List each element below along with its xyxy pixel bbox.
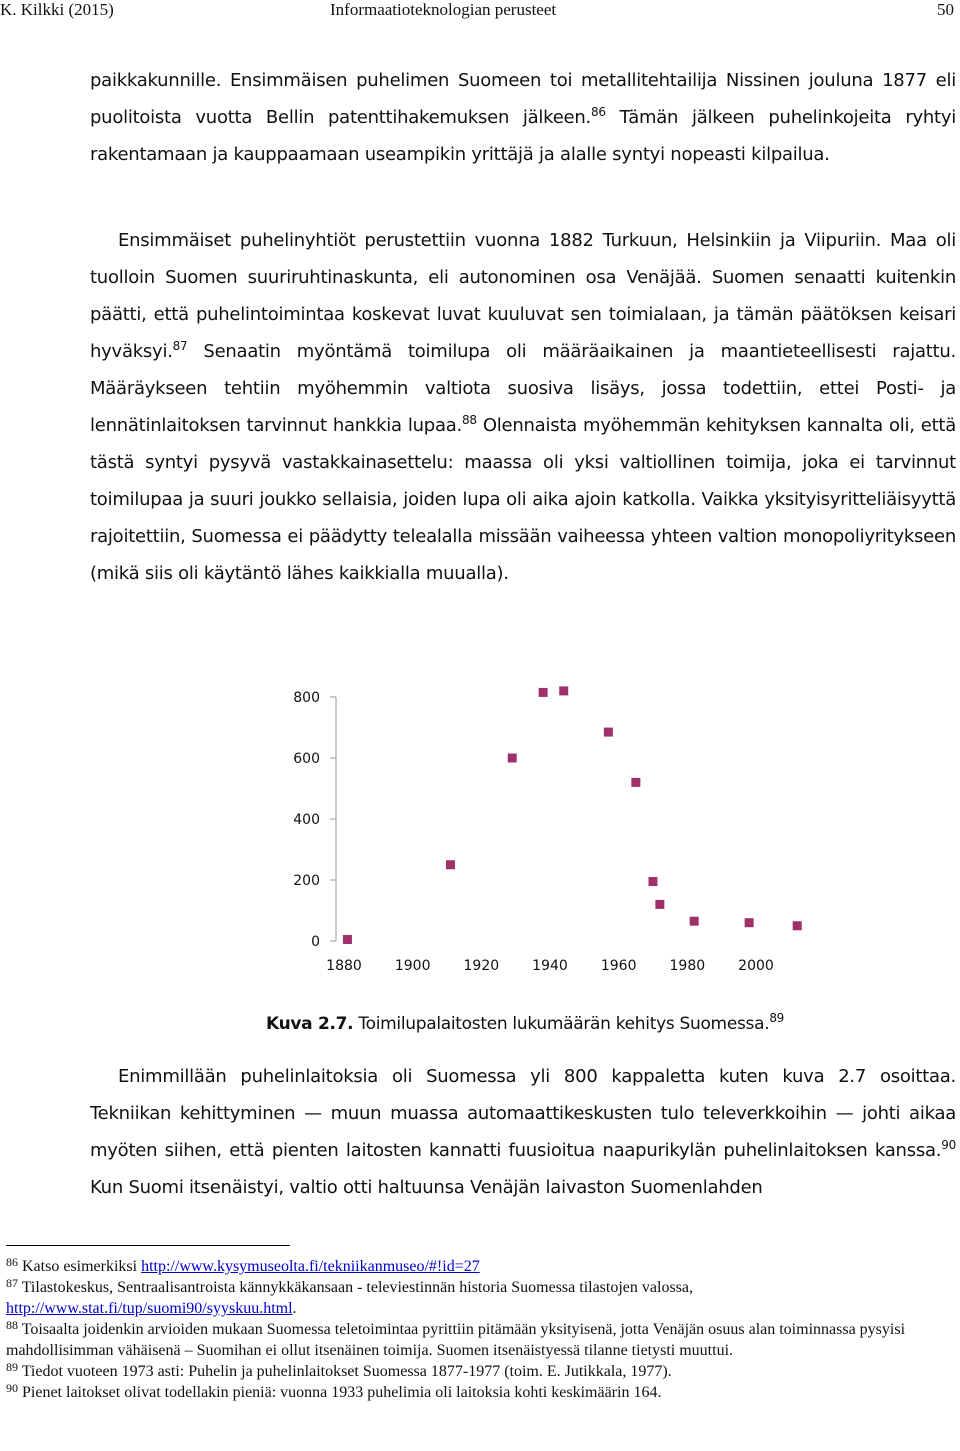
paragraph-2-text-b: Senaatin myöntämä toimilupa oli määräaikainen ja maantieteellisesti rajattu. Määräykseen tehtiin myöhemmin valtiota suosiva lisäys, jossa todettiin, ettei Posti- ja lennätinlaitoksen tarvinnut hankkia lupaa.: [90, 341, 956, 436]
footnote-ref-86[interactable]: 86: [591, 105, 606, 119]
x-tick-label: 1900: [394, 958, 431, 974]
caption-label: Kuva 2.7.: [266, 1014, 354, 1034]
scatter-chart: [293, 680, 800, 990]
footnote-number: 90: [6, 1381, 18, 1395]
x-tick-label: 1940: [532, 958, 568, 974]
data-point: [508, 754, 517, 763]
y-tick-label: 200: [293, 873, 320, 889]
paragraph-2-text-c: Olennaista myöhemmän kehityksen kannalta oli, että tästä syntyi pysyvä vastakkainasettelu: maassa oli yksi valtiollinen toimija, joka ei tarvinnut toimilupaa ja suuri joukko sellaisia, joiden lupa oli aika ajoin katkolla. Vaikka yksityisyritteliäisyyttä rajoitettiin, Suomessa ei päädytty telealalla missään vaiheessa yhteen valtion monopoliyritykseen (mikä siis oli käytäntö lähes kaikkialla muualla).: [90, 415, 956, 584]
footnote-link[interactable]: http://www.kysymuseolta.fi/tekniikanmuseo/#!id=27: [141, 1258, 480, 1275]
x-axis: [326, 958, 774, 974]
caption-text: Toimilupalaitosten lukumäärän kehitys Suomessa.: [353, 1014, 770, 1034]
data-point: [649, 877, 658, 886]
footnote-87: [6, 1277, 956, 1319]
data-points: [343, 686, 802, 944]
data-point: [631, 778, 640, 787]
x-tick-label: 1880: [326, 958, 362, 974]
footnote-ref-89[interactable]: 89: [769, 1011, 784, 1025]
x-tick-label: 1960: [600, 958, 637, 974]
data-point: [793, 921, 802, 930]
data-point: [745, 918, 754, 927]
page-header: [0, 0, 960, 22]
y-tick-label: 800: [293, 690, 320, 706]
data-point: [690, 917, 699, 926]
data-point: [343, 935, 352, 944]
footnote-number: 87: [6, 1276, 18, 1290]
page-number: 50: [937, 0, 954, 19]
footnote-link[interactable]: http://www.stat.fi/tup/suomi90/syyskuu.html: [6, 1300, 293, 1317]
footnote-separator: [6, 1245, 290, 1246]
data-point: [539, 688, 548, 697]
x-tick-label: 1980: [669, 958, 706, 974]
footnote-text: Tiedot vuoteen 1973 asti: Puhelin ja puhelinlaitokset Suomessa 1877-1977 (toim. E. Jutikkala, 1977).: [18, 1363, 672, 1380]
y-axis: [293, 690, 336, 950]
body-paragraph-2: [90, 222, 956, 592]
data-point: [446, 860, 455, 869]
footnote-90: [6, 1382, 956, 1403]
footnote-text: Tilastokeskus, Sentraalisantroista kännykkäkansaan - televiestinnän historia Suomessa tilastojen valossa,: [18, 1279, 693, 1296]
footnote-ref-87[interactable]: 87: [172, 339, 188, 353]
y-tick-label: 0: [311, 934, 320, 950]
data-point: [559, 686, 568, 695]
header-book-title: Informaatioteknologian perusteet: [330, 0, 557, 19]
body-paragraph-3: [90, 1058, 956, 1206]
paragraph-1-text-b: Tämän jälkeen puhelinkojeita ryhtyi rakentamaan ja kauppaamaan useampikin yrittäjä ja alalle syntyi nopeasti kilpailua.: [90, 107, 956, 165]
footnote-text: Toisaalta joidenkin arvioiden mukaan Suomessa teletoimintaa pyrittiin pitämään yksityisenä, jotta Venäjän osuus alan toiminnassa pysyisi mahdollisimman vähäisenä – Suomihan ei ollut itsenäinen toimija. Suomen itsenäistyessä tilanne tietysti muuttui.: [6, 1321, 906, 1359]
y-tick-label: 400: [293, 812, 320, 828]
paragraph-2-text-a: Ensimmäiset puhelinyhtiöt perustettiin vuonna 1882 Turkuun, Helsinkiin ja Viipuriin. Maa oli tuolloin Suomen suuriruhtinaskunta, eli autonominen osa Venäjää. Suomen senaatti kuitenkin päätti, että puhelintoimintaa koskevat luvat kuuluvat sen toimialaan, ja tämän päätöksen keisari hyväksyi.: [90, 230, 956, 362]
y-tick-label: 600: [293, 751, 320, 767]
paragraph-3-text-a: Enimmillään puhelinlaitoksia oli Suomessa yli 800 kappaletta kuten kuva 2.7 osoittaa. Tekniikan kehittyminen — muun muassa automaattikeskusten tulo televerkkoihin — johti aikaa myöten siihen, että pienten laitosten kannatti fuusioitua naapurikylän puhelinlaitoksen kanssa.: [90, 1066, 956, 1161]
body-paragraph-1: [90, 62, 956, 173]
footnote-text: Pienet laitokset olivat todellakin pieniä: vuonna 1933 puhelimia oli laitoksia kohti keskimäärin 164.: [18, 1384, 662, 1401]
x-tick-label: 2000: [738, 958, 774, 974]
paragraph-1-text-a: paikkakunnille. Ensimmäisen puhelimen Suomeen toi metallitehtailija Nissinen jouluna 1877 eli puolitoista vuotta Bellin patenttihakemuksen jälkeen.: [90, 70, 956, 128]
paragraph-3-text-b: Kun Suomi itsenäistyi, valtio otti haltuunsa Venäjän laivaston Suomenlahden: [90, 1177, 763, 1198]
footnote-number: 88: [6, 1318, 18, 1332]
x-tick-label: 1920: [463, 958, 500, 974]
figure-caption: [266, 1011, 784, 1034]
header-author: K. Kilkki (2015): [0, 0, 114, 19]
footnote-88: [6, 1319, 956, 1361]
data-point: [604, 728, 613, 737]
footnote-ref-88[interactable]: 88: [462, 413, 477, 427]
footnotes: [6, 1256, 956, 1403]
footnote-ref-90[interactable]: 90: [941, 1138, 956, 1152]
footnote-text-end: .: [292, 1300, 297, 1317]
footnote-number: 89: [6, 1360, 18, 1374]
footnote-89: [6, 1361, 956, 1382]
footnote-86: [6, 1256, 956, 1277]
data-point: [655, 900, 664, 909]
footnote-number: 86: [6, 1255, 18, 1269]
footnote-text: Katso esimerkiksi: [18, 1258, 142, 1275]
